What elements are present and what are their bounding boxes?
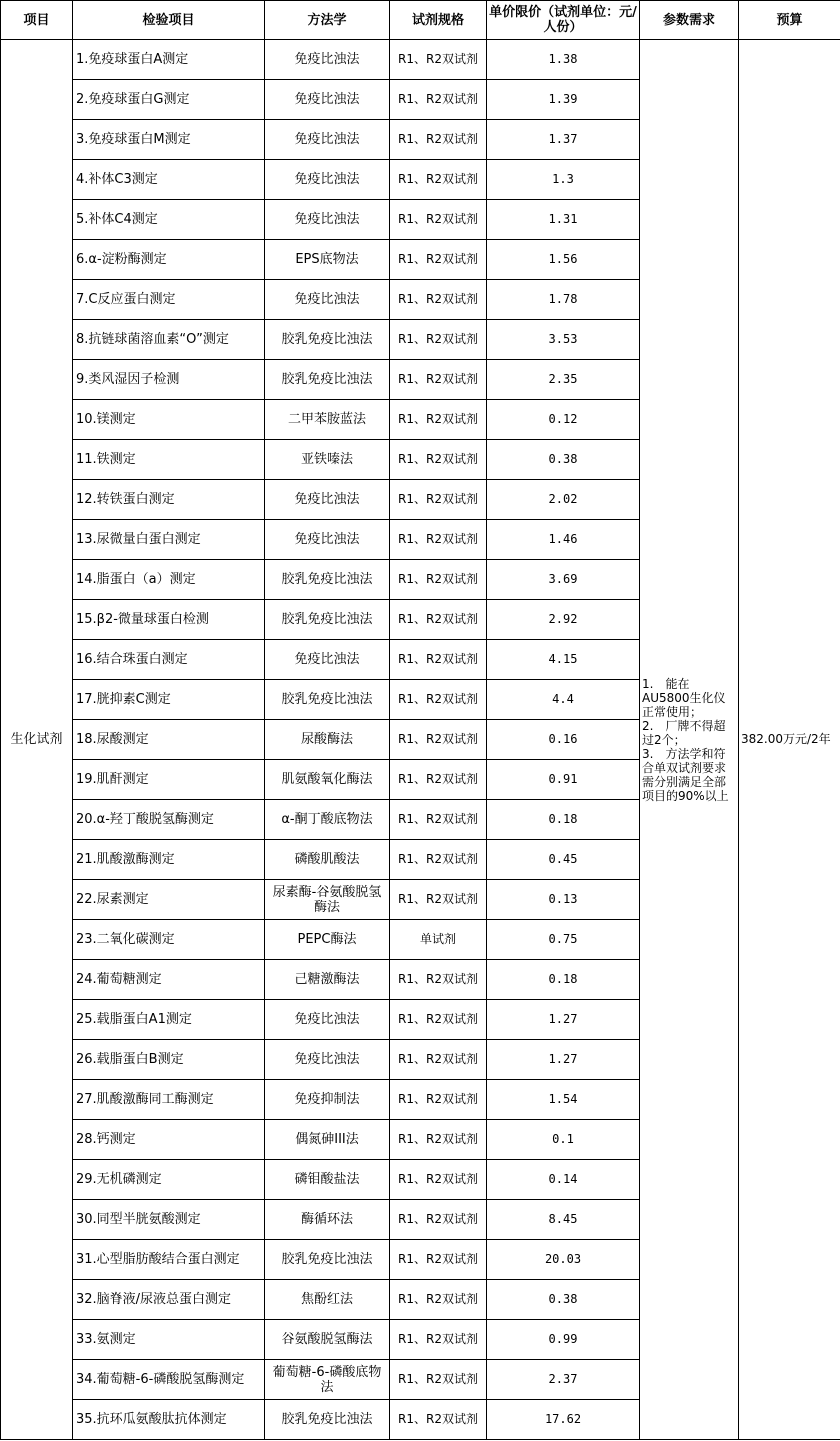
spec-cell: R1、R2双试剂 <box>390 1320 487 1360</box>
method-cell: 免疫比浊法 <box>265 40 390 80</box>
price-cell: 3.69 <box>487 560 640 600</box>
method-cell: 二甲苯胺蓝法 <box>265 400 390 440</box>
method-cell: 免疫比浊法 <box>265 160 390 200</box>
item-name-cell: 23.二氧化碳测定 <box>73 920 265 960</box>
header-budget: 预算 <box>739 1 840 40</box>
item-name-cell: 7.C反应蛋白测定 <box>73 280 265 320</box>
item-name-cell: 15.β2-微量球蛋白检测 <box>73 600 265 640</box>
method-cell: 免疫比浊法 <box>265 1040 390 1080</box>
price-cell: 0.1 <box>487 1120 640 1160</box>
price-cell: 0.16 <box>487 720 640 760</box>
price-cell: 2.92 <box>487 600 640 640</box>
spec-cell: R1、R2双试剂 <box>390 1400 487 1440</box>
method-cell: 酶循环法 <box>265 1200 390 1240</box>
spec-cell: R1、R2双试剂 <box>390 1000 487 1040</box>
item-name-cell: 27.肌酸激酶同工酶测定 <box>73 1080 265 1120</box>
spec-cell: R1、R2双试剂 <box>390 440 487 480</box>
price-cell: 1.78 <box>487 280 640 320</box>
price-cell: 0.38 <box>487 1280 640 1320</box>
spec-cell: R1、R2双试剂 <box>390 1120 487 1160</box>
spec-cell: R1、R2双试剂 <box>390 1360 487 1400</box>
price-cell: 0.99 <box>487 1320 640 1360</box>
method-cell: 免疫比浊法 <box>265 200 390 240</box>
price-cell: 4.15 <box>487 640 640 680</box>
method-cell: 免疫比浊法 <box>265 520 390 560</box>
method-cell: 免疫比浊法 <box>265 1000 390 1040</box>
param-line: 1. 能在AU5800生化仪正常使用； <box>642 676 726 719</box>
method-cell: 胶乳免疫比浊法 <box>265 600 390 640</box>
price-cell: 1.56 <box>487 240 640 280</box>
method-cell: 胶乳免疫比浊法 <box>265 360 390 400</box>
item-name-cell: 28.钙测定 <box>73 1120 265 1160</box>
price-cell: 1.27 <box>487 1000 640 1040</box>
item-name-cell: 16.结合珠蛋白测定 <box>73 640 265 680</box>
price-cell: 0.91 <box>487 760 640 800</box>
item-name-cell: 1.免疫球蛋白A测定 <box>73 40 265 80</box>
spec-cell: R1、R2双试剂 <box>390 320 487 360</box>
method-cell: 磷钼酸盐法 <box>265 1160 390 1200</box>
method-cell: 免疫抑制法 <box>265 1080 390 1120</box>
method-cell: 磷酸肌酸法 <box>265 840 390 880</box>
method-cell: EPS底物法 <box>265 240 390 280</box>
price-cell: 3.53 <box>487 320 640 360</box>
method-cell: 免疫比浊法 <box>265 80 390 120</box>
spec-cell: R1、R2双试剂 <box>390 960 487 1000</box>
item-name-cell: 19.肌酐测定 <box>73 760 265 800</box>
header-method: 方法学 <box>265 1 390 40</box>
price-cell: 0.75 <box>487 920 640 960</box>
price-cell: 1.27 <box>487 1040 640 1080</box>
item-name-cell: 8.抗链球菌溶血素“O”测定 <box>73 320 265 360</box>
item-name-cell: 14.脂蛋白（a）测定 <box>73 560 265 600</box>
item-name-cell: 18.尿酸测定 <box>73 720 265 760</box>
category-cell: 生化试剂 <box>1 40 73 1440</box>
method-cell: 胶乳免疫比浊法 <box>265 680 390 720</box>
spec-cell: R1、R2双试剂 <box>390 520 487 560</box>
method-cell: 胶乳免疫比浊法 <box>265 560 390 600</box>
spec-cell: R1、R2双试剂 <box>390 120 487 160</box>
price-cell: 0.45 <box>487 840 640 880</box>
spec-cell: R1、R2双试剂 <box>390 400 487 440</box>
item-name-cell: 17.胱抑素C测定 <box>73 680 265 720</box>
method-cell: 尿酸酶法 <box>265 720 390 760</box>
price-cell: 1.39 <box>487 80 640 120</box>
price-cell: 1.54 <box>487 1080 640 1120</box>
method-cell: 胶乳免疫比浊法 <box>265 1240 390 1280</box>
spec-cell: 单试剂 <box>390 920 487 960</box>
item-name-cell: 25.载脂蛋白A1测定 <box>73 1000 265 1040</box>
method-cell: 免疫比浊法 <box>265 280 390 320</box>
item-name-cell: 34.葡萄糖-6-磷酸脱氢酶测定 <box>73 1360 265 1400</box>
spec-cell: R1、R2双试剂 <box>390 1280 487 1320</box>
price-cell: 4.4 <box>487 680 640 720</box>
method-cell: 免疫比浊法 <box>265 480 390 520</box>
price-cell: 2.35 <box>487 360 640 400</box>
price-cell: 20.03 <box>487 1240 640 1280</box>
item-name-cell: 30.同型半胱氨酸测定 <box>73 1200 265 1240</box>
price-cell: 0.18 <box>487 800 640 840</box>
item-name-cell: 35.抗环瓜氨酸肽抗体测定 <box>73 1400 265 1440</box>
item-name-cell: 32.脑脊液/尿液总蛋白测定 <box>73 1280 265 1320</box>
spec-cell: R1、R2双试剂 <box>390 240 487 280</box>
item-name-cell: 24.葡萄糖测定 <box>73 960 265 1000</box>
header-spec: 试剂规格 <box>390 1 487 40</box>
method-cell: 亚铁嗪法 <box>265 440 390 480</box>
item-name-cell: 3.免疫球蛋白M测定 <box>73 120 265 160</box>
price-cell: 0.38 <box>487 440 640 480</box>
item-name-cell: 10.镁测定 <box>73 400 265 440</box>
item-name-cell: 22.尿素测定 <box>73 880 265 920</box>
price-cell: 2.37 <box>487 1360 640 1400</box>
spec-cell: R1、R2双试剂 <box>390 200 487 240</box>
item-name-cell: 26.载脂蛋白B测定 <box>73 1040 265 1080</box>
price-cell: 17.62 <box>487 1400 640 1440</box>
item-name-cell: 33.氨测定 <box>73 1320 265 1360</box>
item-name-cell: 2.免疫球蛋白G测定 <box>73 80 265 120</box>
method-cell: 焦酚红法 <box>265 1280 390 1320</box>
spec-cell: R1、R2双试剂 <box>390 1080 487 1120</box>
price-cell: 0.13 <box>487 880 640 920</box>
spec-cell: R1、R2双试剂 <box>390 880 487 920</box>
spec-cell: R1、R2双试剂 <box>390 1200 487 1240</box>
spec-cell: R1、R2双试剂 <box>390 40 487 80</box>
method-cell: 免疫比浊法 <box>265 640 390 680</box>
header-row <box>1 1 840 40</box>
spec-cell: R1、R2双试剂 <box>390 1240 487 1280</box>
item-name-cell: 31.心型脂肪酸结合蛋白测定 <box>73 1240 265 1280</box>
header-price: 单价限价（试剂单位：元/人份） <box>487 1 640 40</box>
method-cell: 偶氮砷III法 <box>265 1120 390 1160</box>
item-name-cell: 4.补体C3测定 <box>73 160 265 200</box>
method-cell: PEPC酶法 <box>265 920 390 960</box>
header-item: 检验项目 <box>73 1 265 40</box>
price-cell: 1.38 <box>487 40 640 80</box>
method-cell: 肌氨酸氧化酶法 <box>265 760 390 800</box>
spec-cell: R1、R2双试剂 <box>390 480 487 520</box>
price-cell: 1.37 <box>487 120 640 160</box>
spec-cell: R1、R2双试剂 <box>390 720 487 760</box>
price-cell: 0.18 <box>487 960 640 1000</box>
spec-cell: R1、R2双试剂 <box>390 600 487 640</box>
item-name-cell: 29.无机磷测定 <box>73 1160 265 1200</box>
method-cell: α-酮丁酸底物法 <box>265 800 390 840</box>
method-cell: 尿素酶-谷氨酸脱氢酶法 <box>265 880 390 920</box>
method-cell: 胶乳免疫比浊法 <box>265 1400 390 1440</box>
method-cell: 谷氨酸脱氢酶法 <box>265 1320 390 1360</box>
method-cell: 免疫比浊法 <box>265 120 390 160</box>
method-cell: 胶乳免疫比浊法 <box>265 320 390 360</box>
item-name-cell: 9.类风湿因子检测 <box>73 360 265 400</box>
item-name-cell: 6.α-淀粉酶测定 <box>73 240 265 280</box>
spec-cell: R1、R2双试剂 <box>390 560 487 600</box>
spec-cell: R1、R2双试剂 <box>390 680 487 720</box>
header-param: 参数需求 <box>640 1 739 40</box>
spec-cell: R1、R2双试剂 <box>390 360 487 400</box>
spec-cell: R1、R2双试剂 <box>390 160 487 200</box>
item-name-cell: 12.转铁蛋白测定 <box>73 480 265 520</box>
item-name-cell: 5.补体C4测定 <box>73 200 265 240</box>
price-cell: 1.31 <box>487 200 640 240</box>
spec-cell: R1、R2双试剂 <box>390 840 487 880</box>
price-cell: 8.45 <box>487 1200 640 1240</box>
item-name-cell: 20.α-羟丁酸脱氢酶测定 <box>73 800 265 840</box>
spec-cell: R1、R2双试剂 <box>390 760 487 800</box>
price-cell: 0.12 <box>487 400 640 440</box>
price-cell: 1.46 <box>487 520 640 560</box>
spec-cell: R1、R2双试剂 <box>390 1160 487 1200</box>
item-name-cell: 21.肌酸激酶测定 <box>73 840 265 880</box>
table-row <box>1 40 840 80</box>
spec-cell: R1、R2双试剂 <box>390 80 487 120</box>
spec-cell: R1、R2双试剂 <box>390 280 487 320</box>
method-cell: 己糖激酶法 <box>265 960 390 1000</box>
price-cell: 2.02 <box>487 480 640 520</box>
method-cell: 葡萄糖-6-磷酸底物法 <box>265 1360 390 1400</box>
budget-cell: 382.00万元/2年 <box>739 40 840 1440</box>
param-requirements-cell <box>640 40 739 1440</box>
price-cell: 1.3 <box>487 160 640 200</box>
param-line: 2. 厂牌不得超过2个； <box>642 718 726 747</box>
header-category: 项目 <box>1 1 73 40</box>
item-name-cell: 13.尿微量白蛋白测定 <box>73 520 265 560</box>
spec-cell: R1、R2双试剂 <box>390 640 487 680</box>
param-line: 3. 方法学和符合单双试剂要求需分别满足全部项目的90%以上 <box>642 746 729 803</box>
spec-cell: R1、R2双试剂 <box>390 1040 487 1080</box>
item-name-cell: 11.铁测定 <box>73 440 265 480</box>
spec-cell: R1、R2双试剂 <box>390 800 487 840</box>
price-cell: 0.14 <box>487 1160 640 1200</box>
